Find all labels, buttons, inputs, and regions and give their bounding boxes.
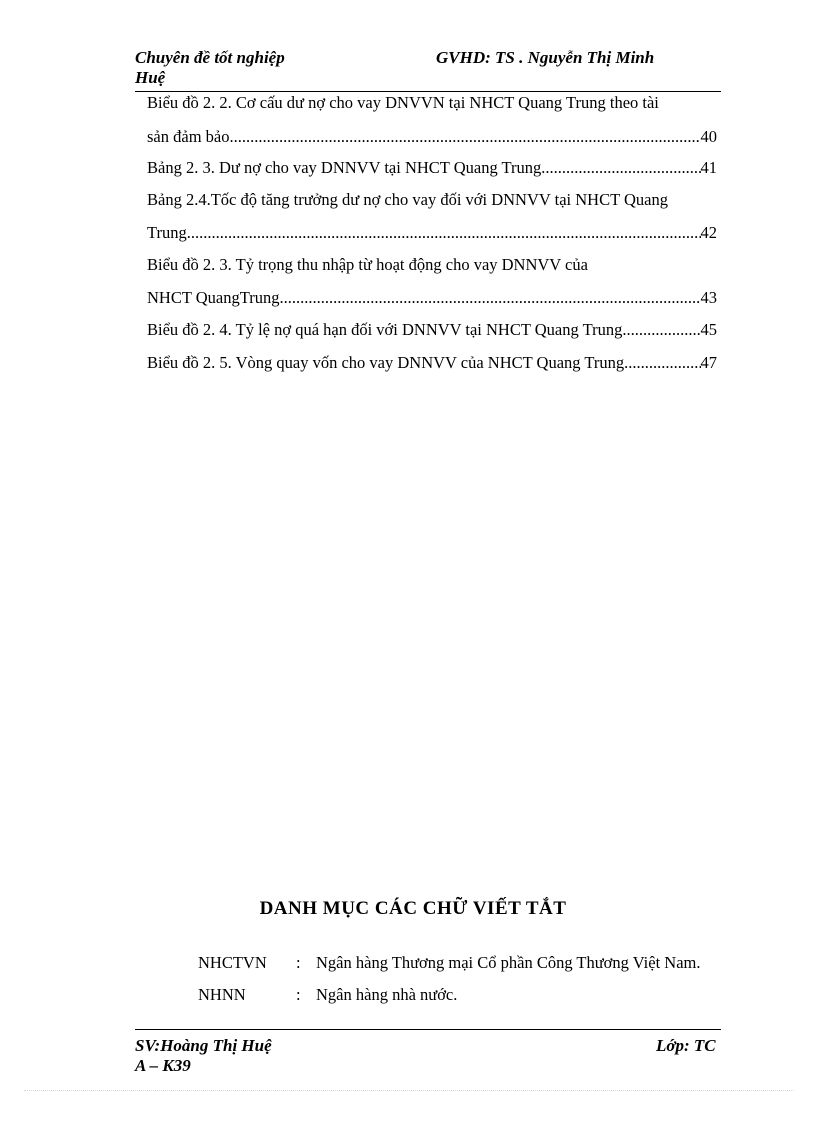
- toc-entry-text: sản đảm bảo: [147, 127, 230, 146]
- abbreviation-row: [198, 985, 457, 1005]
- footer-left: [135, 1036, 272, 1076]
- header-rule: [135, 91, 721, 92]
- abbreviation-row: [198, 953, 700, 973]
- toc-entry-text: Biểu đồ 2. 4. Tỷ lệ nợ quá hạn đối với DNNVV tại NHCT Quang Trung: [147, 320, 623, 339]
- toc-page-number: 40: [700, 127, 717, 146]
- header-left: [135, 48, 285, 88]
- page-bottom-border: [24, 1090, 794, 1091]
- footer-class: Lớp: TC: [656, 1036, 716, 1055]
- toc-entry-text: Biểu đồ 2. 2. Cơ cấu dư nợ cho vay DNVVN tại NHCT Quang Trung theo tài: [147, 93, 659, 112]
- toc-entry-bang-2-4: [147, 190, 717, 210]
- toc-entry-bieu-do-2-3: [147, 255, 717, 275]
- abbreviation-meaning: Ngân hàng nhà nước.: [316, 985, 458, 1004]
- toc-leader-dots: [279, 288, 700, 308]
- toc-leader-dots: [624, 353, 700, 373]
- toc-entry-bieu-do-2-2: [147, 93, 717, 113]
- toc-leader-dots: [229, 127, 700, 147]
- toc-leader-dots: [187, 223, 701, 243]
- toc-entry-bang-2-4-cont: [147, 223, 717, 243]
- abbreviations-title: DANH MỤC CÁC CHỮ VIẾT TẮT: [259, 898, 567, 919]
- abbreviation: NHCTVN: [198, 953, 267, 972]
- toc-entry-bieu-do-2-2-cont: [147, 127, 717, 147]
- footer-class-code: A – K39: [135, 1056, 191, 1075]
- abbreviation-meaning: Ngân hàng Thương mại Cổ phần Công Thương Việt Nam.: [316, 953, 701, 972]
- footer-student-name: SV:Hoàng Thị Huệ: [135, 1036, 272, 1055]
- toc-entry-bieu-do-2-4: [147, 320, 717, 340]
- abbreviation: NHNN: [198, 985, 246, 1004]
- header-title: Chuyên đề tốt nghiệp: [135, 48, 285, 67]
- toc-page-number: 41: [700, 158, 717, 177]
- abbreviation-colon: :: [296, 985, 301, 1004]
- header-supervisor: GVHD: TS . Nguyễn Thị Minh: [436, 48, 655, 67]
- toc-entry-bieu-do-2-5: [147, 353, 717, 373]
- toc-entry-text: Biểu đồ 2. 3. Tỷ trọng thu nhập từ hoạt động cho vay DNNVV của: [147, 255, 588, 274]
- abbreviation-colon: :: [296, 953, 301, 972]
- toc-entry-text: NHCT QuangTrung: [147, 288, 280, 307]
- footer-rule: [135, 1029, 721, 1030]
- toc-entry-bang-2-3: [147, 158, 717, 178]
- toc-page-number: 47: [700, 353, 717, 372]
- toc-entry-bieu-do-2-3-cont: [147, 288, 717, 308]
- toc-entry-text: Biểu đồ 2. 5. Vòng quay vốn cho vay DNNVV của NHCT Quang Trung: [147, 353, 625, 372]
- header-author-continuation: Huệ: [135, 68, 166, 87]
- toc-entry-text: Trung: [147, 223, 187, 242]
- toc-page-number: 45: [700, 320, 717, 339]
- toc-leader-dots: [541, 158, 700, 178]
- toc-page-number: 42: [700, 223, 717, 242]
- toc-entry-text: Bảng 2. 3. Dư nợ cho vay DNNVV tại NHCT Quang Trung: [147, 158, 542, 177]
- toc-page-number: 43: [700, 288, 717, 307]
- toc-entry-text: Bảng 2.4.Tốc độ tăng trưởng dư nợ cho vay đối với DNNVV tại NHCT Quang: [147, 190, 668, 209]
- toc-leader-dots: [622, 320, 700, 340]
